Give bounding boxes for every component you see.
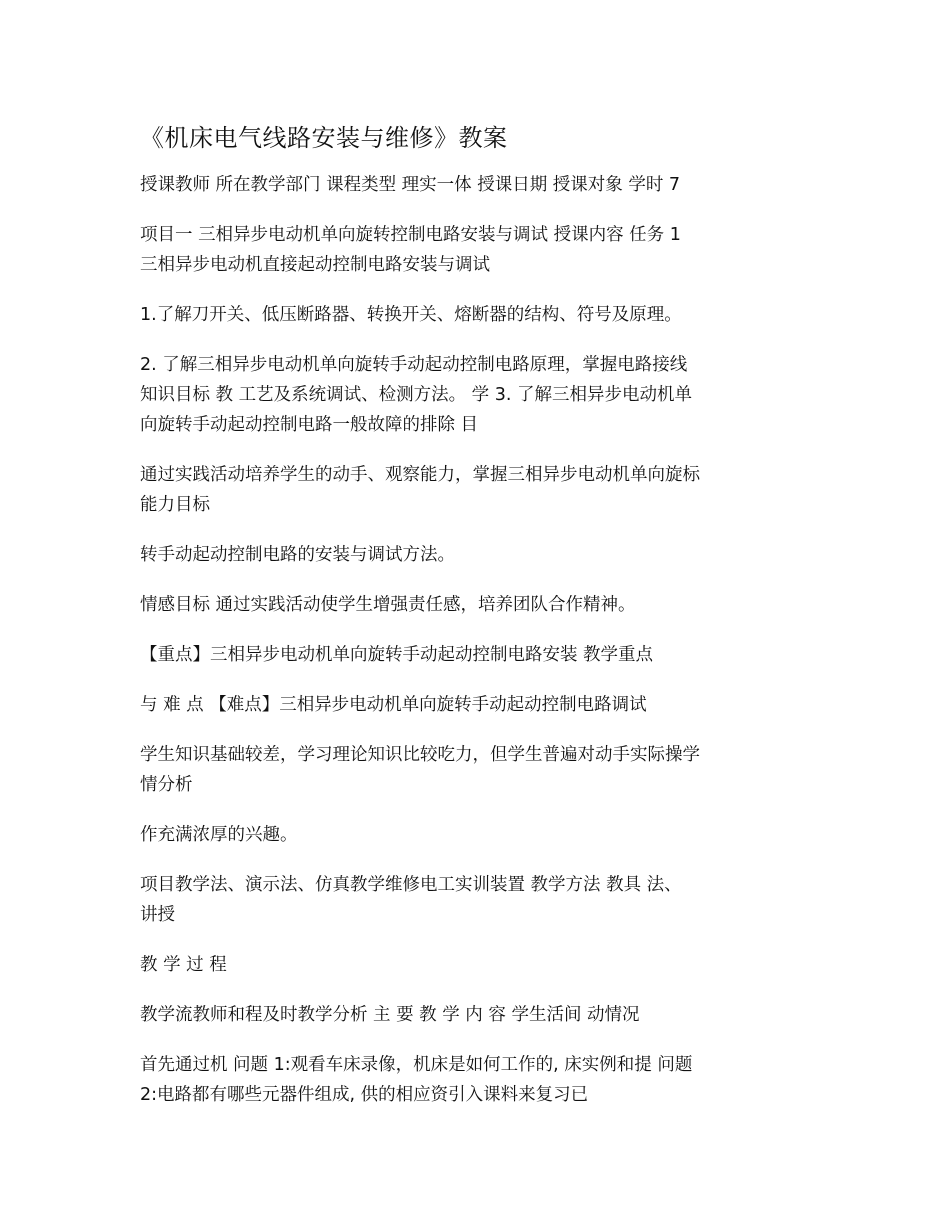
document-page [140, 118, 815, 1130]
text-line: 1.了解刀开关、低压断路器、转换开关、熔断器的结构、符号及原理。 [140, 305, 682, 325]
text-line: 教学流教师和程及时教学分析 主 要 教 学 内 容 学生活间 动情况 [140, 1005, 640, 1025]
paragraph-ability-objective [140, 460, 815, 520]
paragraph-teaching-content [140, 220, 815, 280]
text-line: 知识目标 教 工艺及系统调试、检测方法。 学 3. 了解三相异步电动机单 [140, 385, 693, 405]
text-line: 三相异步电动机直接起动控制电路安装与调试 [140, 255, 490, 275]
text-line: 项目一 三相异步电动机单向旋转控制电路安装与调试 授课内容 任务 1 [140, 225, 681, 245]
text-line: 首先通过机 问题 1:观看车床录像，机床是如何工作的, 床实例和提 问题 [140, 1055, 693, 1075]
paragraph-ability-continued [140, 540, 815, 570]
text-line: 【重点】三相异步电动机单向旋转手动起动控制电路安装 教学重点 [140, 645, 654, 665]
paragraph-knowledge-objective [140, 350, 815, 440]
text-line: 2:电路都有哪些元器件组成, 供的相应资引入课料来复习已 [140, 1085, 589, 1105]
text-line: 情分析 [140, 775, 193, 795]
text-line: 通过实践活动培养学生的动手、观察能力，掌握三相异步电动机单向旋标 [140, 465, 700, 485]
text-line: 2. 了解三相异步电动机单向旋转手动起动控制电路原理，掌握电路接线 [140, 355, 688, 375]
paragraph-difficult-point [140, 690, 815, 720]
paragraph-process-intro [140, 1050, 815, 1110]
text-line: 情感目标 通过实践活动使学生增强责任感，培养团队合作精神。 [140, 595, 636, 615]
text-line: 授课教师 所在教学部门 课程类型 理实一体 授课日期 授课对象 学时 7 [140, 175, 681, 195]
text-line: 与 难 点 【难点】三相异步电动机单向旋转手动起动控制电路调试 [140, 695, 647, 715]
text-line: 转手动起动控制电路的安装与调试方法。 [140, 545, 455, 565]
paragraph-course-info [140, 170, 815, 200]
paragraph-teaching-process-heading [140, 950, 815, 980]
paragraph-student-analysis-continued [140, 820, 815, 850]
text-line: 教 学 过 程 [140, 955, 227, 975]
text-line: 讲授 [140, 905, 175, 925]
text-line: 能力目标 [140, 495, 210, 515]
document-title: 《机床电气线路安装与维修》教案 [140, 124, 508, 152]
text-line: 向旋转手动起动控制电路一般故障的排除 目 [140, 415, 479, 435]
paragraph-student-analysis [140, 740, 815, 800]
paragraph-process-table-header [140, 1000, 815, 1030]
paragraph-teaching-method [140, 870, 815, 930]
paragraph-key-point [140, 640, 815, 670]
paragraph-objective-1 [140, 300, 815, 330]
text-line: 作充满浓厚的兴趣。 [140, 825, 298, 845]
text-line: 项目教学法、演示法、仿真教学维修电工实训装置 教学方法 教具 法、 [140, 875, 682, 895]
text-line: 学生知识基础较差，学习理论知识比较吃力，但学生普遍对动手实际操学 [140, 745, 700, 765]
paragraph-emotional-objective [140, 590, 815, 620]
